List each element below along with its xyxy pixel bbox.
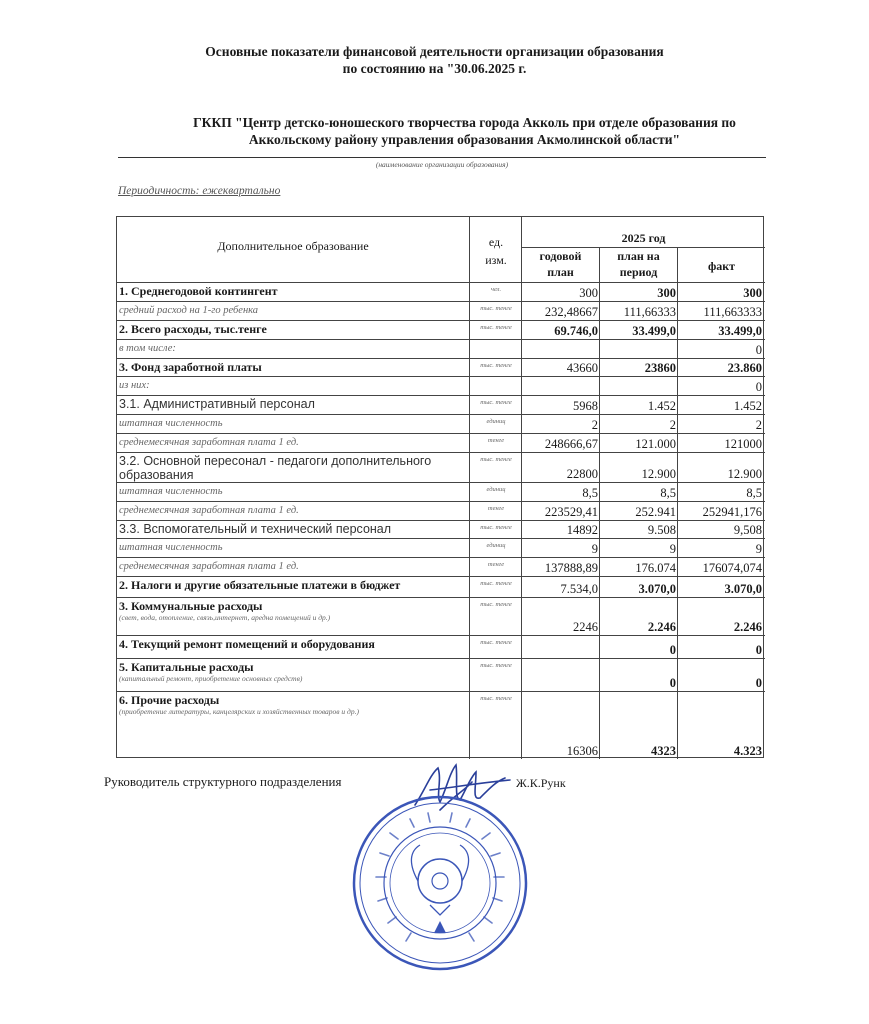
fact-value: 252941,176 <box>702 505 762 519</box>
row-unit: чел. <box>490 286 502 293</box>
row-label: средний расход на 1-го ребенка <box>119 305 259 316</box>
period-plan-value: 1.452 <box>647 399 676 413</box>
row-label: штатная численность <box>119 418 223 429</box>
plan-value: 2 <box>591 418 598 432</box>
row-label: 2. Налоги и другие обязательные платежи в бюджет <box>119 578 401 592</box>
plan-value: 232,48667 <box>544 305 598 319</box>
table-row <box>117 320 765 339</box>
fact-value: 23.860 <box>727 361 762 375</box>
row-unit: тыс. тенге <box>480 399 512 406</box>
table-row <box>117 414 765 433</box>
official-seal-image <box>350 793 530 973</box>
plan-value: 8,5 <box>582 486 598 500</box>
table-row <box>117 452 765 482</box>
fact-value: 12.900 <box>727 467 762 481</box>
row-unit: тыс. тенге <box>480 601 512 608</box>
plan-value: 69.746,0 <box>554 324 598 338</box>
table-row <box>117 376 765 395</box>
row-label: из них: <box>119 380 150 391</box>
row-unit: единиц <box>486 542 506 549</box>
table-row <box>117 557 765 576</box>
row-label: в том числе: <box>119 343 176 354</box>
fact-value: 300 <box>743 286 762 300</box>
period-plan-value: 0 <box>669 643 676 657</box>
plan-value: 223529,41 <box>544 505 598 519</box>
fact-value: 0 <box>755 380 762 394</box>
row-label: 3. Фонд заработной платы <box>119 360 262 374</box>
fact-value: 111,663333 <box>703 305 762 319</box>
report-title: Основные показатели финансовой деятельности организации образования <box>205 44 664 59</box>
fact-value: 3.070,0 <box>724 582 762 596</box>
period-plan-value: 111,66333 <box>623 305 676 319</box>
organization-name-line1: ГККП "Центр детско-юношеского творчества города Акколь при отделе образования по <box>193 115 736 130</box>
header-plan-line1: годовой <box>539 249 582 263</box>
report-date: по состоянию на "30.06.2025 г. <box>342 61 527 76</box>
fact-value: 0 <box>755 643 762 657</box>
row-label: 1. Среднегодовой контингент <box>119 284 278 298</box>
table-row <box>117 501 765 520</box>
period-plan-value: 2.246 <box>647 620 676 634</box>
plan-value: 137888,89 <box>544 561 598 575</box>
fact-value: 1.452 <box>733 399 762 413</box>
plan-value: 300 <box>579 286 598 300</box>
table-row <box>117 658 765 691</box>
period-plan-value: 9.508 <box>647 523 676 537</box>
row-unit: тыс. тенге <box>480 456 512 463</box>
plan-value: 22800 <box>566 467 598 481</box>
row-unit: тыс. тенге <box>480 695 512 702</box>
row-sublabel: (капитальный ремонт, приобретение основных средств) <box>119 674 303 683</box>
row-unit: тенге <box>487 437 505 444</box>
header-plan-line2: план <box>547 265 574 279</box>
row-unit: тыс. тенге <box>480 662 512 669</box>
financial-table <box>116 216 764 758</box>
fact-value: 2 <box>755 418 762 432</box>
period-plan-value: 121.000 <box>635 437 676 451</box>
plan-value: 2246 <box>573 620 598 634</box>
fact-value: 121000 <box>724 437 762 451</box>
row-unit: тыс. тенге <box>480 639 512 646</box>
row-label: 3. Коммунальные расходы <box>119 599 263 613</box>
table-row <box>117 691 765 759</box>
row-label: 3.1. Административный персонал <box>119 397 315 411</box>
table-row <box>117 576 765 597</box>
period-plan-value: 2 <box>669 418 676 432</box>
header-fact: факт <box>707 259 736 273</box>
signer-name: Ж.К.Рунк <box>516 776 566 790</box>
header-period-line1: план на <box>617 249 660 263</box>
table-row <box>117 635 765 658</box>
period-plan-value: 300 <box>657 286 676 300</box>
fact-value: 176074,074 <box>702 561 762 575</box>
period-plan-value: 3.070,0 <box>638 582 676 596</box>
fact-value: 8,5 <box>746 486 762 500</box>
table-row <box>117 538 765 557</box>
grid-line <box>522 247 765 248</box>
period-plan-value: 4323 <box>651 744 676 758</box>
header-main: Дополнительное образование <box>217 239 369 253</box>
table-row <box>117 520 765 538</box>
plan-value: 16306 <box>566 744 598 758</box>
table-row <box>117 597 765 635</box>
row-label: 3.2. Основной пересонал - педагоги дополнительного образования <box>119 454 432 482</box>
table-row <box>117 358 765 376</box>
plan-value: 9 <box>591 542 598 556</box>
header-period-line2: период <box>619 265 658 279</box>
header-unit-line1: ед. <box>488 235 504 249</box>
row-label: 6. Прочие расходы <box>119 693 220 707</box>
table-row <box>117 482 765 501</box>
period-plan-value: 9 <box>669 542 676 556</box>
plan-value: 5968 <box>573 399 598 413</box>
header-unit-line2: изм. <box>485 253 507 267</box>
row-unit: тенге <box>487 505 505 512</box>
fact-value: 9 <box>755 542 762 556</box>
fact-value: 33.499,0 <box>718 324 762 338</box>
period-plan-value: 252.941 <box>635 505 676 519</box>
header-year: 2025 год <box>621 231 666 245</box>
row-unit: тенге <box>487 561 505 568</box>
organization-caption: (наименование организации образования) <box>375 160 509 169</box>
row-label: штатная численность <box>119 486 223 497</box>
plan-value: 43660 <box>566 361 598 375</box>
table-row <box>117 433 765 452</box>
row-label: 2. Всего расходы, тыс.тенге <box>119 322 267 336</box>
row-unit: тыс. тенге <box>480 305 512 312</box>
plan-value: 248666,67 <box>544 437 598 451</box>
table-row <box>117 339 765 358</box>
row-sublabel: (приобретение литературы, канцелярских и хозяйственных товаров и др.) <box>119 707 359 716</box>
table-row <box>117 301 765 320</box>
period-plan-value: 8,5 <box>660 486 676 500</box>
table-row <box>117 395 765 414</box>
organization-underline <box>118 157 766 158</box>
row-label: среднемесячная заработная плата 1 ед. <box>119 437 299 448</box>
row-unit: тыс. тенге <box>480 580 512 587</box>
row-label: 3.3. Вспомогательный и технический персонал <box>119 522 392 536</box>
row-label: штатная численность <box>119 542 223 553</box>
row-unit: тыс. тенге <box>480 362 512 369</box>
row-label: среднемесячная заработная плата 1 ед. <box>119 505 299 516</box>
row-label: среднемесячная заработная плата 1 ед. <box>119 561 299 572</box>
fact-value: 4.323 <box>733 744 762 758</box>
row-label: 4. Текущий ремонт помещений и оборудования <box>119 637 375 651</box>
fact-value: 9,508 <box>733 523 762 537</box>
period-plan-value: 0 <box>669 676 676 690</box>
plan-value: 14892 <box>566 523 598 537</box>
table-row <box>117 282 765 301</box>
period-plan-value: 12.900 <box>641 467 676 481</box>
row-unit: единиц <box>486 486 506 493</box>
organization-name-line2: Аккольскому району управления образования Акмолинской области" <box>248 132 681 147</box>
periodicity: Периодичность: ежеквартально <box>118 185 281 197</box>
row-unit: тыс. тенге <box>480 524 512 531</box>
fact-value: 0 <box>755 676 762 690</box>
signer-position: Руководитель структурного подразделения <box>104 774 342 789</box>
row-unit: тыс. тенге <box>480 324 512 331</box>
period-plan-value: 33.499,0 <box>632 324 676 338</box>
period-plan-value: 23860 <box>644 361 676 375</box>
fact-value: 0 <box>755 343 762 357</box>
period-plan-value: 176.074 <box>635 561 676 575</box>
row-unit: единиц <box>486 418 506 425</box>
plan-value: 7.534,0 <box>560 582 598 596</box>
row-sublabel: (свет, вода, отопление, связь,интернет, аредна помещений и др.) <box>119 613 331 622</box>
fact-value: 2.246 <box>733 620 762 634</box>
row-label: 5. Капитальные расходы <box>119 660 254 674</box>
